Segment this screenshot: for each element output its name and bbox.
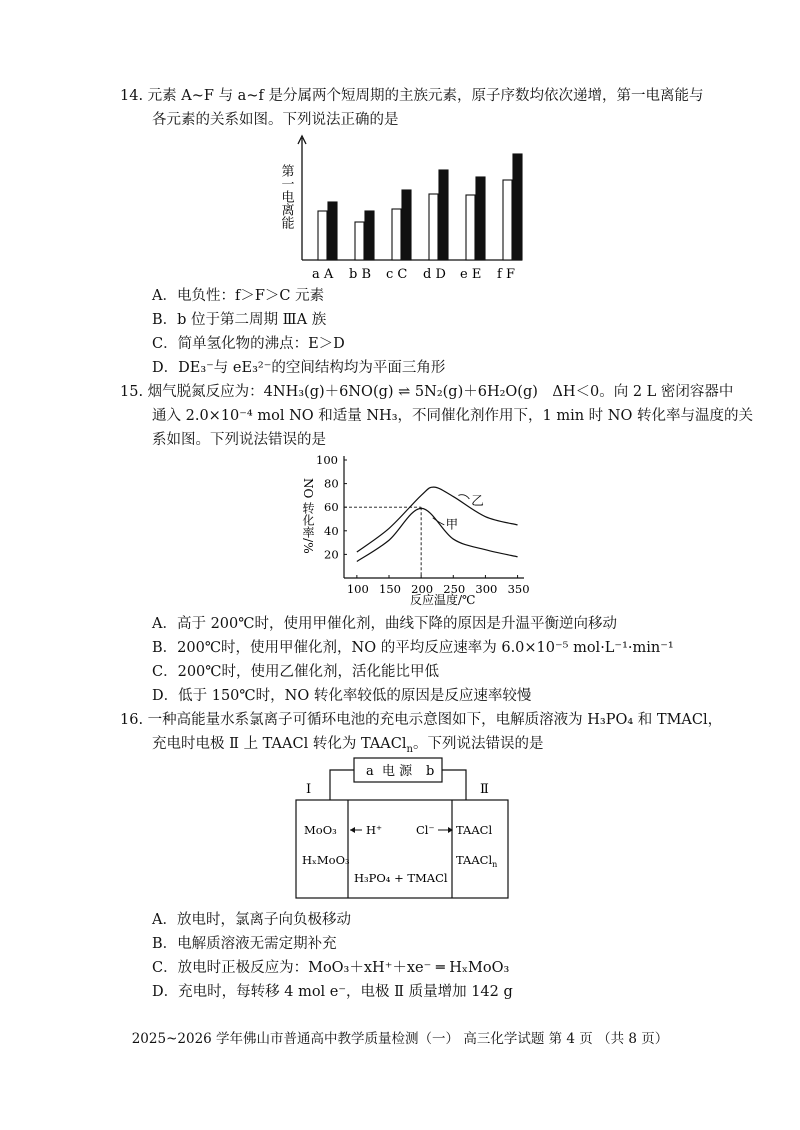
q15-y-tick-80: 80 [324,476,339,491]
q15-stem-line3: 系如图。下列说法错误的是 [152,432,326,448]
q16-stem-line2 [152,734,543,754]
q15-curve-label-jia: 甲 [445,516,459,532]
q16-number: 16. [120,712,144,728]
h-ion-label: H⁺ [366,823,383,837]
q16-option-a: A．放电时，氯离子向负极移动 [152,912,351,928]
q14-x-tick-eE: e E [460,267,482,282]
bar-cC-lower [392,209,401,260]
q16-option-c: C．放电时正极反应为：MoO₃＋xH⁺＋xe⁻ ═ HₓMoO₃ [152,960,510,976]
q15-x-tick-150: 150 [379,582,401,596]
q14-stem [120,86,703,106]
q15-line-chart [300,450,540,610]
q14-y-label: 第一电离能 [278,164,294,229]
power-terminal-a: a [366,764,374,779]
electrode-1-top: MoO₃ [304,823,337,837]
q15-y-label: NO 转化率/% [301,478,315,554]
bar-dD-upper [439,170,448,260]
electrode-2-bottom-sub: n [492,860,498,869]
bar-bB-upper [365,211,374,260]
page-footer: 2025~2026 学年佛山市普通高中教学质量检测（一） 高三化学试题 第 4 页 （共 8 页） [131,1031,669,1047]
q16-stem-line1: 一种高能量水系氯离子可循环电池的充电示意图如下，电解质溶液为 H₃PO₄ 和 TMACl， [147,712,723,728]
bar-fF-lower [503,180,512,260]
q16-stem-line2-end: 。下列说法错误的是 [412,736,544,752]
q14-x-tick-bB: b B [349,267,372,282]
q15-y-tick-100: 100 [316,453,338,467]
power-terminal-b: b [426,764,435,779]
q14-stem-line1: 元素 A~F 与 a~f 是分属两个短周期的主族元素，原子序数均依次递增，第一电离能与 [147,88,704,104]
bar-fF-upper [513,154,522,260]
q15-option-b: B．200℃时，使用甲催化剂，NO 的平均反应速率为 6.0×10⁻⁵ mol·L⁻¹·min⁻¹ [152,640,674,656]
q15-x-tick-200: 200 [411,582,434,596]
q15-number: 15. [120,384,144,400]
q15-curve-label-yi: 乙 [471,492,484,508]
q15-x-tick-250: 250 [443,582,466,596]
q14-x-tick-cC: c C [386,267,408,282]
bar-aA-upper [328,202,337,260]
cl-ion-label: Cl⁻ [416,823,435,837]
power-source-label: 电 源 [382,764,413,779]
q15-label-leader-jia [433,518,445,525]
q16-option-b: B．电解质溶液无需定期补充 [152,936,337,952]
q15-x-label: 反应温度/℃ [410,593,476,607]
bar-eE-upper [476,177,485,260]
q15-option-c: C．200℃时，使用乙催化剂，活化能比甲低 [152,664,439,680]
q15-x-tick-350: 350 [507,582,530,596]
q15-y-tick-20: 20 [324,547,339,562]
q16-stem-line2-text: 充电时电极 Ⅱ 上 TAACl 转化为 TAACl [152,736,407,752]
q14-number: 14. [120,88,144,104]
q15-curve-yi [357,487,518,552]
q14-x-tick-aA: a A [312,267,334,282]
q14-x-tick-fF: f F [497,267,515,282]
q15-stem-line1: 烟气脱氮反应为：4NH₃(g)＋6NO(g) ⇌ 5N₂(g)＋6H₂O(g) ΔH＜0。向 2 L 密闭容器中 [147,384,734,400]
wire-right [442,770,466,800]
q14-stem-line2: 各元素的关系如图。下列说法正确的是 [152,112,399,128]
bar-aA-lower [318,211,327,260]
q14-option-d: D．DE₃⁻与 eE₃²⁻的空间结构均为平面三角形 [152,360,446,376]
electrolyte-label: H₃PO₄ + TMACl [354,871,448,885]
q15-option-d: D．低于 150℃时，NO 转化率较低的原因是反应速率较慢 [152,688,532,704]
wire-left [330,770,354,800]
q16-stem [120,710,722,730]
q14-bar-chart [270,134,530,284]
q15-stem-line2: 通入 2.0×10⁻⁴ mol NO 和适量 NH₃，不同催化剂作用下，1 min 时 NO 转化率与温度的关 [152,408,753,424]
q14-x-tick-dD: d D [423,267,446,282]
q15-y-tick-60: 60 [324,500,339,515]
electrode-2-top: TAACl [456,823,493,837]
q15-label-leader-yi [458,495,469,499]
electrode-2-bottom [456,853,497,869]
electrode-label-1: Ⅰ [306,782,312,797]
q14-option-c: C．简单氢化物的沸点：E＞D [152,336,345,352]
q15-x-tick-300: 300 [475,582,498,596]
bar-bB-lower [355,222,364,260]
electrode-1-bottom: HₓMoO₃ [302,853,350,867]
q15-x-tick-100: 100 [346,582,369,596]
electrode-label-2: Ⅱ [480,782,489,797]
q16-battery-diagram [290,756,520,902]
bar-eE-lower [466,195,475,260]
q15-option-a: A．高于 200℃时，使用甲催化剂，曲线下降的原因是升温平衡逆向移动 [152,616,617,632]
q16-option-d: D．充电时，每转移 4 mol e⁻，电极 Ⅱ 质量增加 142 g [152,984,513,1000]
bar-cC-upper [402,190,411,260]
q15-y-tick-40: 40 [324,523,339,538]
q14-option-a: A．电负性：f＞F＞C 元素 [152,288,325,304]
q16-stem-sub: n [406,743,413,755]
electrode-2-bottom-text: TAACl [456,853,493,867]
q14-option-b: B．b 位于第二周期 ⅢA 族 [152,312,327,328]
q15-stem [120,382,733,402]
bar-dD-lower [429,194,438,260]
h-ion-arrowhead [350,827,355,833]
